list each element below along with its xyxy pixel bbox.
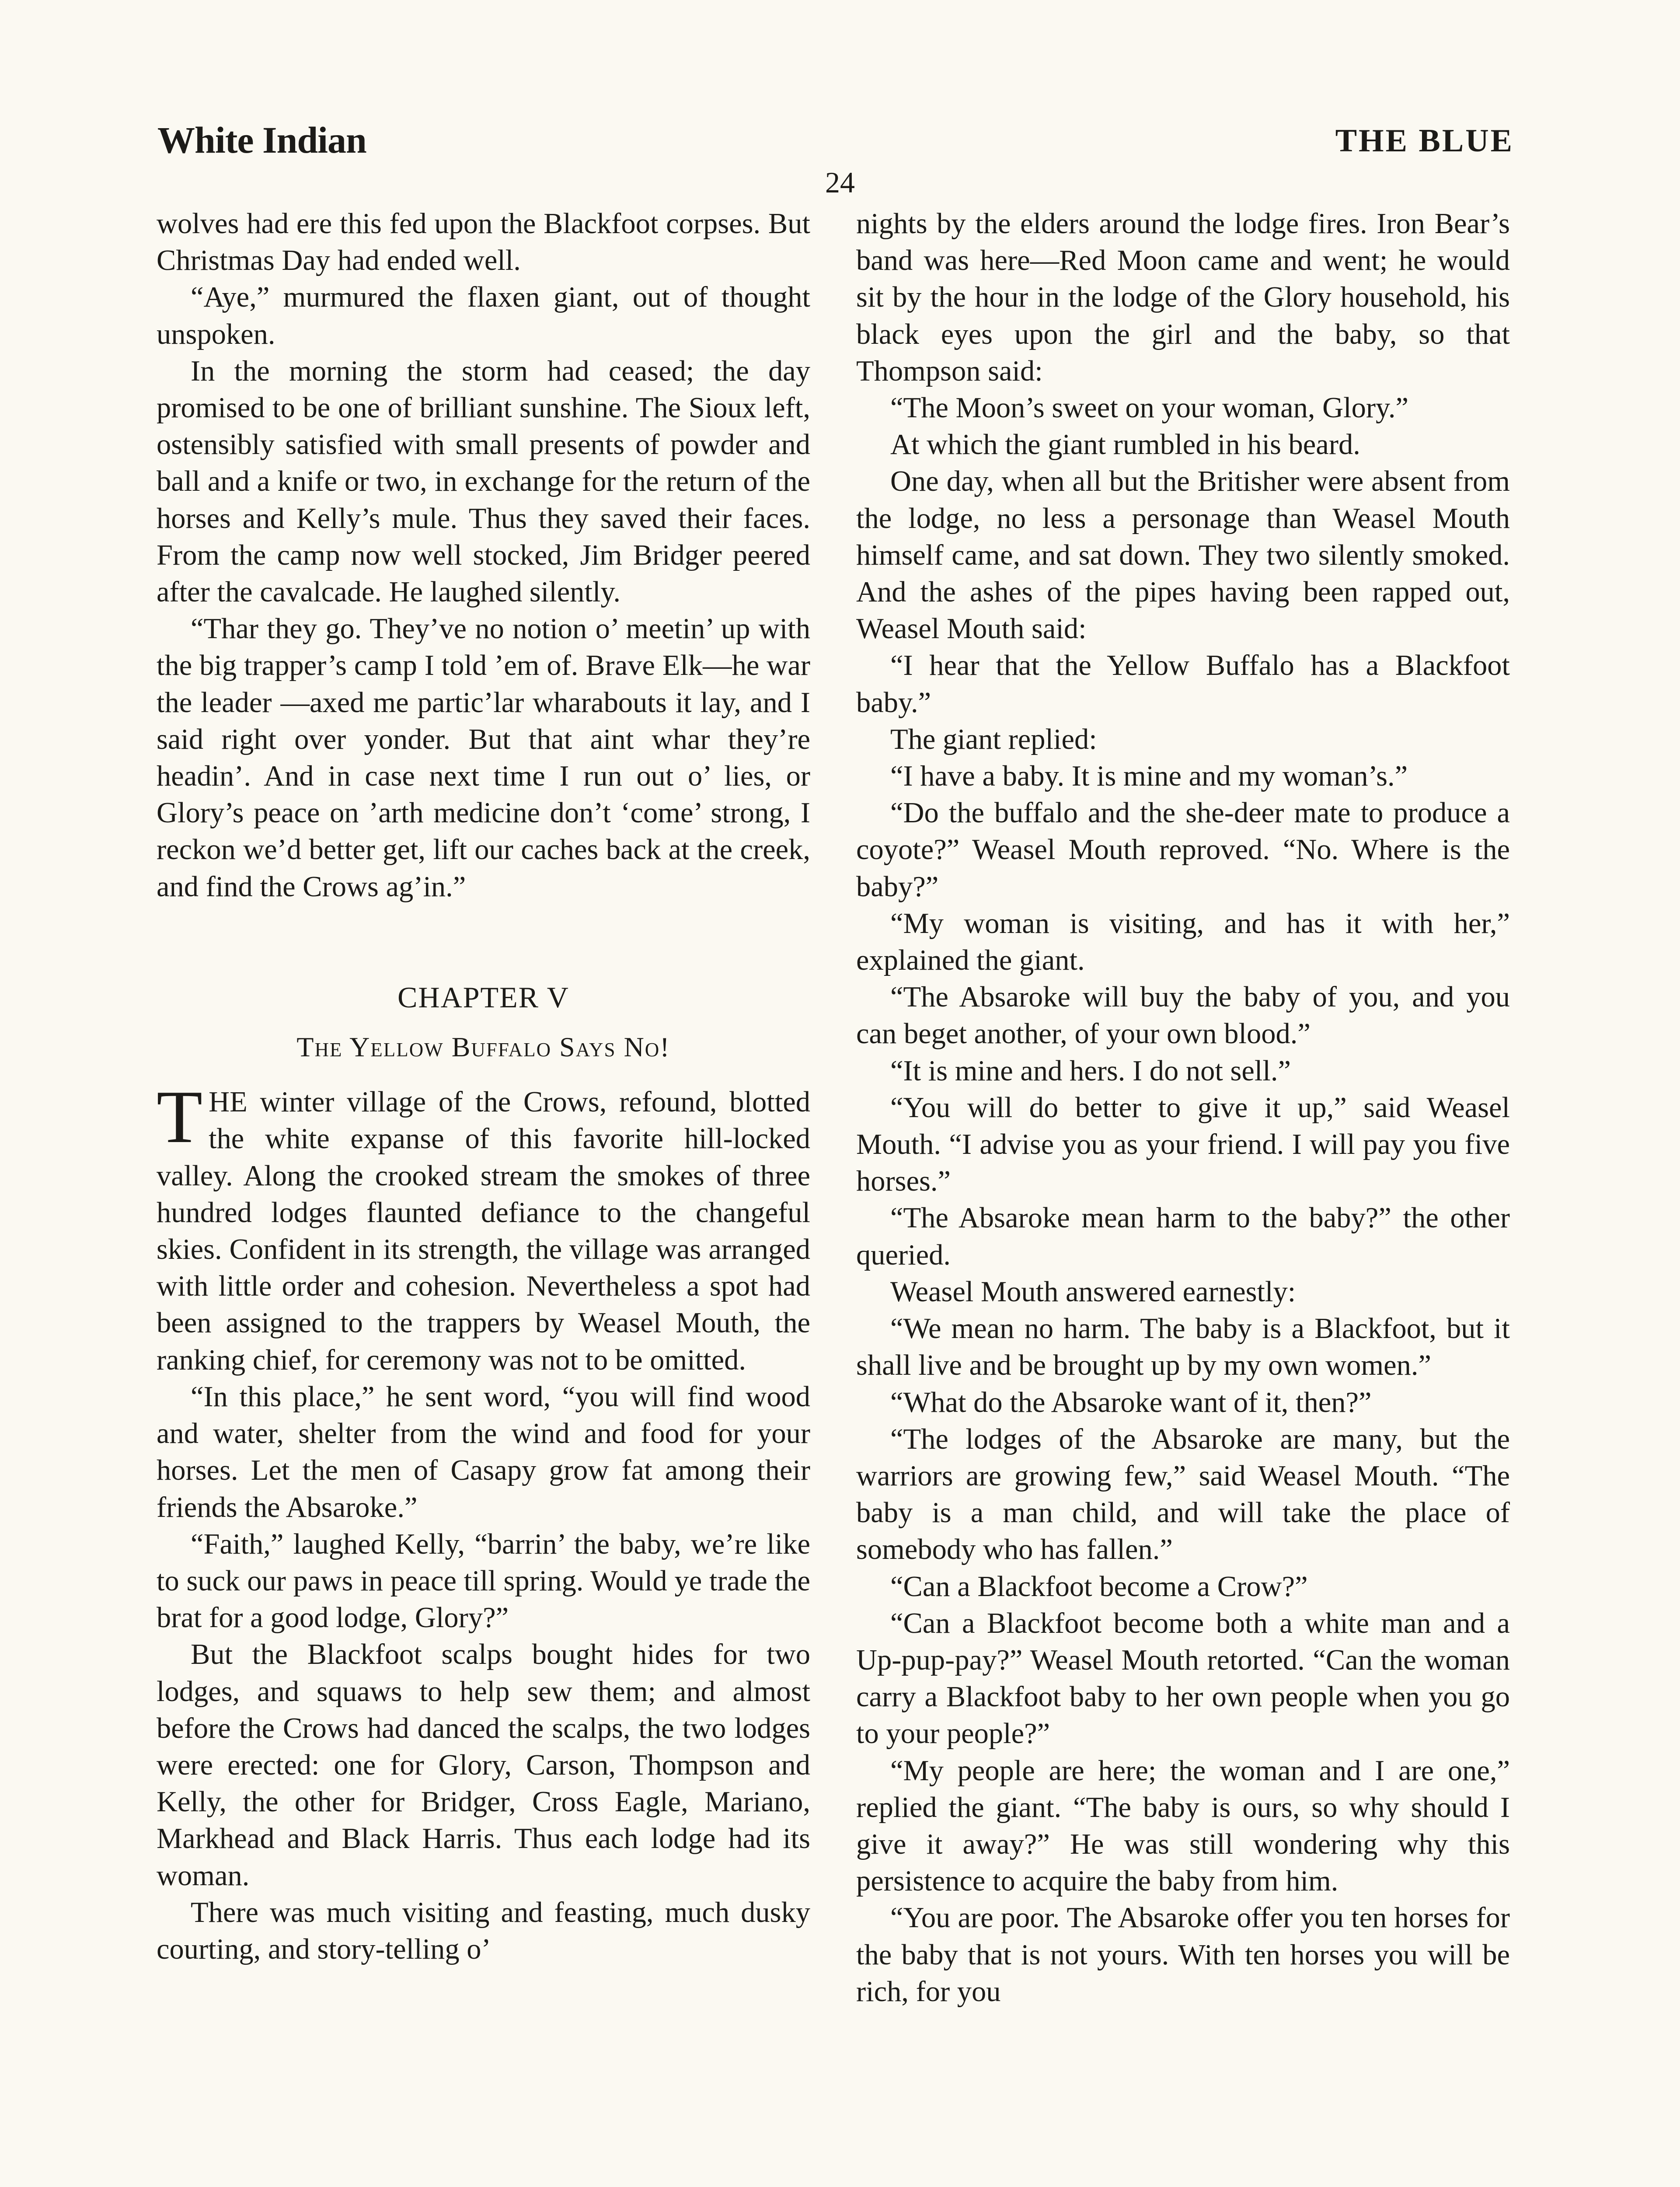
chapter-subtitle: The Yellow Buffalo Says No! <box>296 1031 670 1063</box>
paragraph: One day, when all but the Britisher were absent from the lodge, no less a personage than Weasel Mouth himself came, and sat down. They two silently smoked. And the ashes of the pipes having been rapped out, Weasel Mouth said: <box>856 465 1510 645</box>
paragraph: “My people are here; the woman and I are one,” replied the giant. “The baby is ours, so why should I give it away?” He was still wondering why this persistence to acquire the baby from him. <box>856 1754 1510 1897</box>
paragraph: In the morning the storm had ceased; the day promised to be one of brilliant sunshine. The Sioux left, ostensibly satisfied with small presents of powder and ball and a knife or two, in exchange for the return of the horses and Kelly’s mule. Thus they saved their faces. From the camp now well stocked, Jim Bridger peered after the cavalcade. He laughed silently. <box>157 355 810 608</box>
paragraph: wolves had ere this fed upon the Blackfoot corpses. But Christmas Day had ended well. <box>157 208 810 277</box>
paragraph: “Faith,” laughed Kelly, “barrin’ the baby, we’re like to suck our paws in peace till spring. Would ye trade the brat for a good lodge, Glory?” <box>157 1528 810 1634</box>
paragraph: The giant replied: <box>890 723 1097 755</box>
paragraph: “The Absaroke mean harm to the baby?” the other queried. <box>856 1202 1510 1271</box>
left-column <box>157 206 810 1968</box>
paragraph: Weasel Mouth answered earnestly: <box>890 1275 1296 1308</box>
paragraph: “In this place,” he sent word, “you will find wood and water, shelter from the wind and food for your horses. Let the men of Casapy grow fat among their friends the Absaroke.” <box>157 1380 810 1523</box>
paragraph: “It is mine and hers. I do not sell.” <box>890 1055 1291 1087</box>
paragraph: “Thar they go. They’ve no notion o’ meetin’ up with the big trapper’s camp I told ’em of. Brave Elk—he war the leader —axed me partic’lar wharabouts it lay, and I said right over yonder. But that aint whar they’re headin’. And in case next time I run out o’ lies, or Glory’s peace on ’arth medicine don’t ‘come’ strong, I reckon we’d better get, lift our caches back at the creek, and find the Crows ag’in.” <box>157 613 810 903</box>
paragraph: But the Blackfoot scalps bought hides for two lodges, and squaws to help sew them; and almost before the Crows had danced the scalps, the two lodges were erected: one for Glory, Carson, Thompson and Kelly, the other for Bridger, Cross Eagle, Mariano, Markhead and Black Harris. Thus each lodge had its woman. <box>157 1639 810 1892</box>
paragraph: “My woman is visiting, and has it with her,” explained the giant. <box>856 907 1510 977</box>
paragraph: “What do the Absaroke want of it, then?” <box>890 1386 1372 1418</box>
paragraph: nights by the elders around the lodge fires. Iron Bear’s band was here—Red Moon came and went; he would sit by the hour in the lodge of the Glory household, his black eyes upon the girl and the baby, so that Thompson said: <box>856 208 1510 387</box>
drop-cap: T <box>157 1076 203 1159</box>
paragraph: “Can a Blackfoot become both a white man and a Up-pup-pay?” Weasel Mouth retorted. “Can the woman carry a Blackfoot baby to her own people when you go to your people?” <box>856 1607 1510 1750</box>
paragraph: “You will do better to give it up,” said Weasel Mouth. “I advise you as your friend. I will pay you five horses.” <box>856 1091 1510 1198</box>
paragraph: “Aye,” murmured the flaxen giant, out of thought unspoken. <box>157 281 810 350</box>
paragraph: “I have a baby. It is mine and my woman’s.” <box>890 760 1408 793</box>
chapter-opening-paragraph <box>157 1076 810 1379</box>
paragraph: “Can a Blackfoot become a Crow?” <box>890 1570 1308 1603</box>
paragraph: At which the giant rumbled in his beard. <box>890 429 1360 461</box>
paragraph: “Do the buffalo and the she-deer mate to produce a coyote?” Weasel Mouth reproved. “No. Where is the baby?” <box>856 797 1510 903</box>
paragraph: There was much visiting and feasting, much dusky courting, and story-telling o’ <box>157 1896 810 1965</box>
running-head-magazine: THE BLUE <box>1335 123 1514 159</box>
paragraph: “I hear that the Yellow Buffalo has a Blackfoot baby.” <box>856 650 1510 719</box>
running-head-title: White Indian <box>157 119 366 161</box>
paragraph: “The Absaroke will buy the baby of you, and you can beget another, of your own blood.” <box>856 981 1510 1050</box>
paragraph-text: HE winter village of the Crows, refound, blotted the white expanse of this favorite hill-locked valley. Along the crooked stream the smokes of three hundred lodges flaunted defiance to the changeful skies. Confident in its strength, the village was arranged with little order and cohesion. Nevertheless a spot had been assigned to the trappers by Weasel Mouth, the ranking chief, for ceremony was not to be omitted. <box>157 1086 810 1376</box>
paragraph: “The Moon’s sweet on your woman, Glory.” <box>890 392 1409 424</box>
right-column <box>856 206 1510 2010</box>
page-number: 24 <box>825 166 855 199</box>
paragraph: “You are poor. The Absaroke offer you ten horses for the baby that is not yours. With ten horses you will be rich, for you <box>856 1902 1510 2008</box>
paragraph: “The lodges of the Absaroke are many, but the warriors are growing few,” said Weasel Mouth. “The baby is a man child, and will take the place of somebody who has fallen.” <box>856 1423 1510 1566</box>
chapter-heading: CHAPTER V <box>397 980 569 1014</box>
paragraph: “We mean no harm. The baby is a Blackfoot, but it shall live and be brought up by my own women.” <box>856 1313 1510 1382</box>
